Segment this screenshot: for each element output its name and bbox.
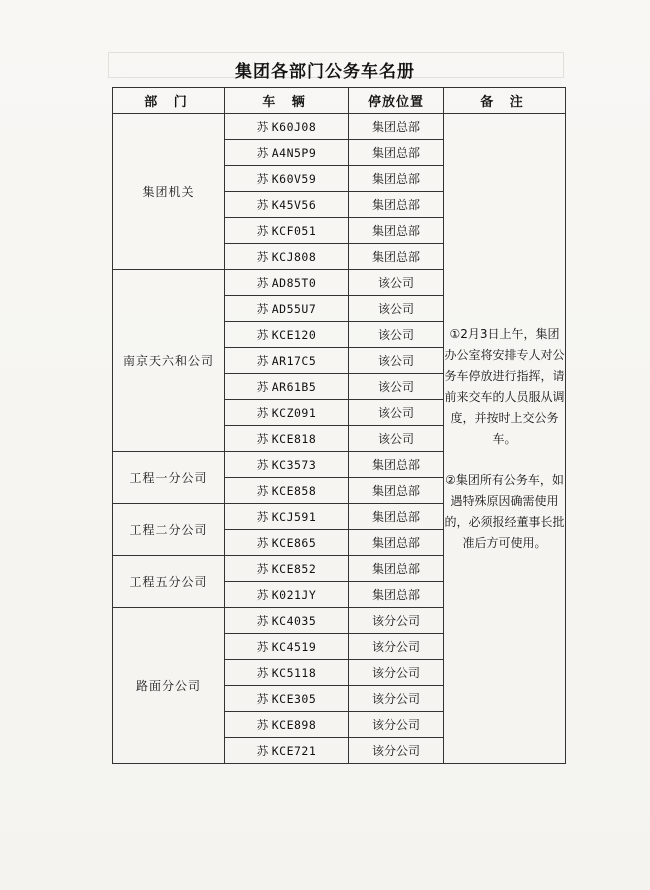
plate-prefix: 苏 bbox=[256, 535, 269, 550]
plate-prefix: 苏 bbox=[256, 405, 269, 420]
plate-cell bbox=[225, 244, 349, 270]
location-cell: 该公司 bbox=[349, 296, 444, 322]
plate-cell bbox=[225, 634, 349, 660]
plate-number: AD55U7 bbox=[271, 301, 317, 316]
plate-cell bbox=[225, 712, 349, 738]
plate-number: AR17C5 bbox=[271, 353, 317, 368]
header-remark: 备 注 bbox=[444, 88, 566, 114]
location-cell: 该公司 bbox=[349, 348, 444, 374]
plate-number: A4N5P9 bbox=[271, 145, 317, 160]
plate-number: K60V59 bbox=[271, 171, 317, 186]
plate-prefix: 苏 bbox=[256, 717, 269, 732]
table-header-row bbox=[113, 88, 566, 114]
plate-cell bbox=[225, 296, 349, 322]
location-cell: 集团总部 bbox=[349, 556, 444, 582]
plate-cell bbox=[225, 166, 349, 192]
plate-number: KC4519 bbox=[271, 639, 317, 654]
plate-cell bbox=[225, 140, 349, 166]
plate-number: KC5118 bbox=[271, 665, 317, 680]
location-cell: 集团总部 bbox=[349, 582, 444, 608]
plate-number: KCZ091 bbox=[271, 405, 317, 420]
location-cell: 该分公司 bbox=[349, 608, 444, 634]
dept-cell: 工程二分公司 bbox=[113, 504, 225, 556]
plate-cell bbox=[225, 478, 349, 504]
plate-number: KCE818 bbox=[271, 431, 317, 446]
dept-cell: 南京天六和公司 bbox=[113, 270, 225, 452]
plate-prefix: 苏 bbox=[256, 223, 269, 238]
location-cell: 该分公司 bbox=[349, 738, 444, 764]
plate-prefix: 苏 bbox=[256, 457, 269, 472]
location-cell: 集团总部 bbox=[349, 114, 444, 140]
location-cell: 集团总部 bbox=[349, 140, 444, 166]
plate-number: KCE858 bbox=[271, 483, 317, 498]
plate-cell bbox=[225, 114, 349, 140]
plate-number: AD85T0 bbox=[271, 275, 317, 290]
remark-cell bbox=[444, 114, 566, 764]
plate-prefix: 苏 bbox=[256, 743, 269, 758]
location-cell: 该公司 bbox=[349, 426, 444, 452]
plate-prefix: 苏 bbox=[256, 613, 269, 628]
remark-note-1: ①2月3日上午，集团办公室将安排专人对公务车停放进行指挥，请前来交车的人员服从调度，并按时上交公务车。 bbox=[444, 326, 565, 446]
remark-note-2: ②集团所有公务车，如遇特殊原因确需使用的，必须报经董事长批准后方可使用。 bbox=[444, 472, 565, 550]
header-dept: 部 门 bbox=[113, 88, 225, 114]
plate-prefix: 苏 bbox=[256, 379, 269, 394]
location-cell: 集团总部 bbox=[349, 504, 444, 530]
location-cell: 该公司 bbox=[349, 400, 444, 426]
plate-cell bbox=[225, 452, 349, 478]
location-cell: 该公司 bbox=[349, 270, 444, 296]
location-cell: 该公司 bbox=[349, 374, 444, 400]
plate-prefix: 苏 bbox=[256, 587, 269, 602]
plate-cell bbox=[225, 738, 349, 764]
plate-cell bbox=[225, 374, 349, 400]
plate-number: KC3573 bbox=[271, 457, 317, 472]
plate-cell bbox=[225, 504, 349, 530]
plate-number: KCE898 bbox=[271, 717, 317, 732]
plate-number: KCF051 bbox=[271, 223, 317, 238]
plate-cell bbox=[225, 270, 349, 296]
plate-number: K021JY bbox=[271, 587, 317, 602]
location-cell: 该公司 bbox=[349, 322, 444, 348]
table-body bbox=[113, 114, 566, 764]
location-cell: 集团总部 bbox=[349, 166, 444, 192]
header-location: 停放位置 bbox=[349, 88, 444, 114]
location-cell: 集团总部 bbox=[349, 530, 444, 556]
location-cell: 该分公司 bbox=[349, 712, 444, 738]
plate-prefix: 苏 bbox=[256, 197, 269, 212]
plate-prefix: 苏 bbox=[256, 145, 269, 160]
header-vehicle: 车 辆 bbox=[225, 88, 349, 114]
plate-prefix: 苏 bbox=[256, 301, 269, 316]
location-cell: 集团总部 bbox=[349, 244, 444, 270]
plate-number: KCJ591 bbox=[271, 509, 317, 524]
plate-cell bbox=[225, 322, 349, 348]
plate-cell bbox=[225, 686, 349, 712]
plate-number: KCE120 bbox=[271, 327, 317, 342]
plate-prefix: 苏 bbox=[256, 431, 269, 446]
plate-prefix: 苏 bbox=[256, 171, 269, 186]
plate-prefix: 苏 bbox=[256, 275, 269, 290]
plate-prefix: 苏 bbox=[256, 249, 269, 264]
plate-cell bbox=[225, 582, 349, 608]
location-cell: 集团总部 bbox=[349, 218, 444, 244]
plate-prefix: 苏 bbox=[256, 509, 269, 524]
location-cell: 该分公司 bbox=[349, 660, 444, 686]
plate-cell bbox=[225, 660, 349, 686]
location-cell: 集团总部 bbox=[349, 192, 444, 218]
location-cell: 集团总部 bbox=[349, 478, 444, 504]
location-cell: 该分公司 bbox=[349, 686, 444, 712]
plate-number: KCE721 bbox=[271, 743, 317, 758]
page-title: 集团各部门公务车名册 bbox=[235, 62, 415, 82]
plate-number: KC4035 bbox=[271, 613, 317, 628]
plate-number: K60J08 bbox=[271, 119, 317, 134]
vehicle-roster-table bbox=[112, 87, 566, 764]
plate-prefix: 苏 bbox=[256, 483, 269, 498]
plate-prefix: 苏 bbox=[256, 353, 269, 368]
plate-number: KCE852 bbox=[271, 561, 317, 576]
plate-cell bbox=[225, 192, 349, 218]
plate-number: KCE865 bbox=[271, 535, 317, 550]
dept-cell: 工程一分公司 bbox=[113, 452, 225, 504]
plate-prefix: 苏 bbox=[256, 561, 269, 576]
plate-cell bbox=[225, 348, 349, 374]
plate-cell bbox=[225, 400, 349, 426]
plate-number: AR61B5 bbox=[271, 379, 317, 394]
location-cell: 集团总部 bbox=[349, 452, 444, 478]
plate-prefix: 苏 bbox=[256, 639, 269, 654]
plate-number: KCJ808 bbox=[271, 249, 317, 264]
plate-prefix: 苏 bbox=[256, 119, 269, 134]
plate-prefix: 苏 bbox=[256, 691, 269, 706]
dept-cell: 工程五分公司 bbox=[113, 556, 225, 608]
plate-prefix: 苏 bbox=[256, 665, 269, 680]
plate-cell bbox=[225, 218, 349, 244]
plate-number: K45V56 bbox=[271, 197, 317, 212]
plate-cell bbox=[225, 608, 349, 634]
dept-cell: 集团机关 bbox=[113, 114, 225, 270]
location-cell: 该分公司 bbox=[349, 634, 444, 660]
plate-cell bbox=[225, 426, 349, 452]
plate-number: KCE305 bbox=[271, 691, 317, 706]
plate-cell bbox=[225, 530, 349, 556]
plate-prefix: 苏 bbox=[256, 327, 269, 342]
table-row bbox=[113, 114, 566, 140]
plate-cell bbox=[225, 556, 349, 582]
dept-cell: 路面分公司 bbox=[113, 608, 225, 764]
